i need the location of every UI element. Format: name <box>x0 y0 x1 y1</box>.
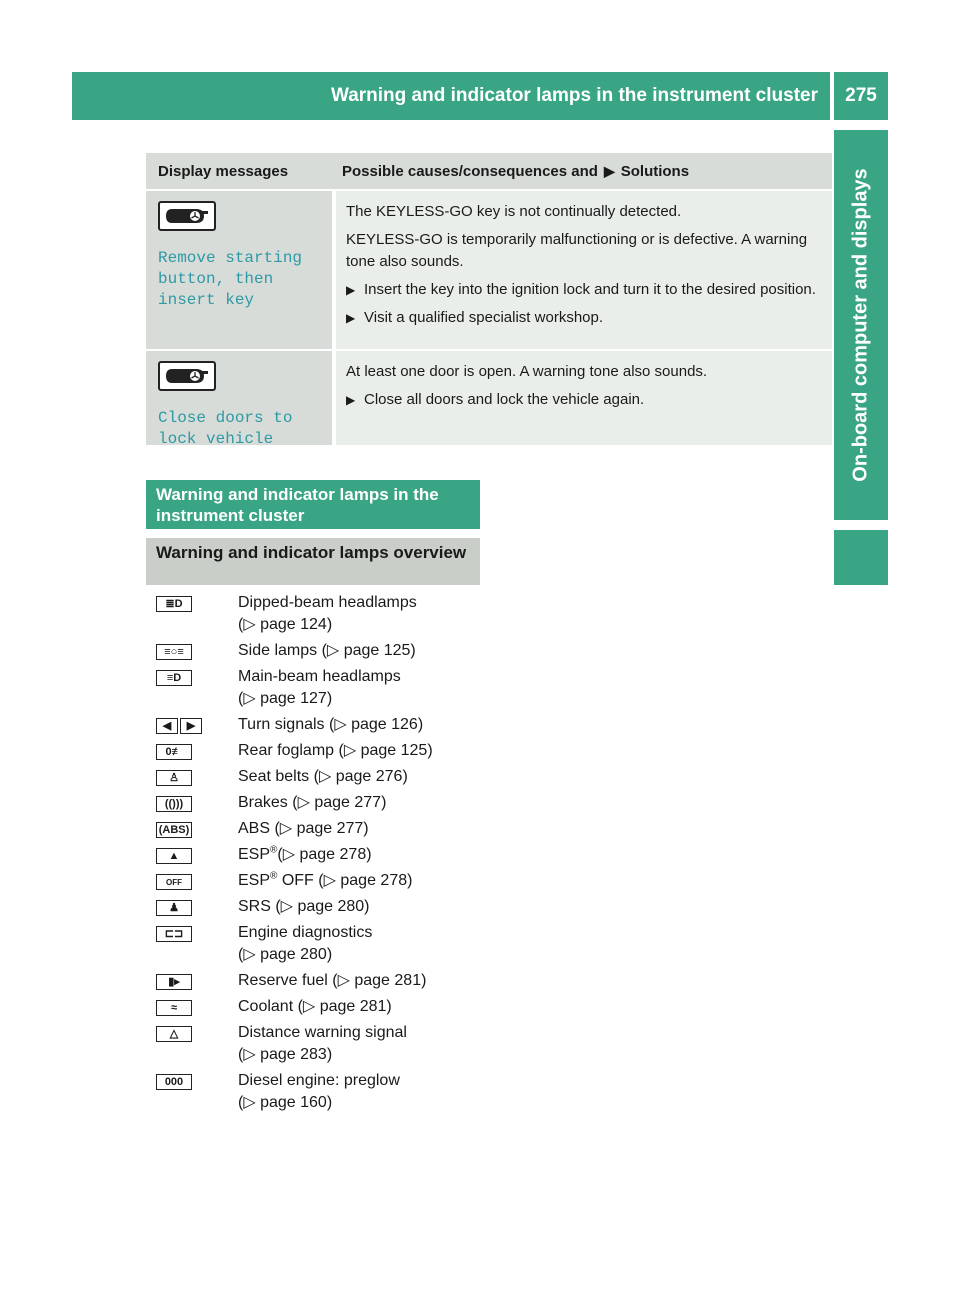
srs-icon: ♟ <box>156 900 192 916</box>
page-ref: page 124) <box>260 616 333 633</box>
page-ref-icon: ▷ <box>243 690 256 707</box>
list-item <box>146 870 480 892</box>
table-row <box>146 189 832 349</box>
seat-belt-icon: ♙ <box>156 770 192 786</box>
page-ref-icon: ▷ <box>243 1094 256 1111</box>
coolant-icon: ≈ <box>156 1000 192 1016</box>
play-arrow-icon: ▶ <box>603 162 615 179</box>
brakes-icon: (())) <box>156 796 192 812</box>
header-title: Warning and indicator lamps in the instrument cluster <box>330 85 818 106</box>
list-item <box>146 818 480 840</box>
page-ref: page 280) <box>297 898 370 915</box>
page-ref: page 276) <box>335 768 408 785</box>
message-cell <box>146 191 332 349</box>
display-message: Remove starting button, then insert key <box>158 249 303 309</box>
turn-signal-left-icon: ◀ <box>156 718 178 734</box>
page-ref: page 278) <box>340 872 413 889</box>
col-causes-label: Possible causes/consequences and <box>342 162 598 180</box>
cause-text: At least one door is open. A warning tone also sounds. <box>346 363 708 380</box>
list-item: 000 Diesel engine: preglow (▷ page 160) <box>146 1070 480 1114</box>
preglow-icon: 000 <box>156 1074 192 1090</box>
list-item <box>146 996 480 1018</box>
display-message: Close doors to lock vehicle <box>158 409 293 448</box>
cause-cell <box>336 351 832 445</box>
page-ref-icon: ▷ <box>243 946 256 963</box>
page-ref-icon: ▷ <box>326 642 340 659</box>
cause-text: KEYLESS-GO is temporarily malfunctioning or is defective. A warning tone also sounds. <box>346 231 808 270</box>
esp-off-icon: OFF <box>156 874 192 890</box>
step-text: Visit a qualified specialist workshop. <box>364 309 604 326</box>
chapter-tab <box>834 130 888 520</box>
section-heading: Warning and indicator lamps in the instrument cluster <box>146 480 480 529</box>
distance-warning-icon: △ <box>156 1026 192 1042</box>
table-row <box>146 349 832 448</box>
lamp-label: Reserve fuel ( <box>238 972 338 989</box>
page-ref: page 278) <box>299 846 372 863</box>
page-ref: page 277) <box>296 820 369 837</box>
page-ref-icon: ▷ <box>318 768 332 785</box>
display-messages-table <box>146 153 832 448</box>
lamp-label: Distance warning signal <box>238 1024 407 1041</box>
registered-mark: ® <box>270 844 278 856</box>
lamp-label-suffix: OFF ( <box>277 872 324 889</box>
page-ref: page 281) <box>354 972 427 989</box>
col-solutions-label: Solutions <box>620 162 690 180</box>
list-item: ⊏⊐ Engine diagnostics (▷ page 280) <box>146 922 480 966</box>
cause-text: The KEYLESS-GO key is not continually detected. <box>346 203 682 220</box>
lamp-label: Side lamps ( <box>238 642 327 659</box>
page-ref-icon: ▷ <box>334 716 347 733</box>
list-item <box>146 714 480 736</box>
table-header <box>146 153 832 189</box>
turn-signal-right-icon: ▶ <box>180 718 202 734</box>
page-ref: page 125) <box>343 642 416 659</box>
dipped-beam-icon: ≣D <box>156 596 192 612</box>
page-ref: page 281) <box>319 998 392 1015</box>
lamp-label: Coolant ( <box>238 998 303 1015</box>
col-display-messages: Display messages <box>158 162 289 180</box>
lamp-label: ABS ( <box>238 820 280 837</box>
main-beam-icon: ≡D <box>156 670 192 686</box>
message-cell <box>146 351 332 448</box>
lamp-label: Diesel engine: preglow <box>238 1072 400 1089</box>
lamp-label: ESP <box>238 846 271 863</box>
page-ref-icon: ▷ <box>279 820 293 837</box>
page-ref: page 283) <box>260 1046 333 1063</box>
list-item <box>146 792 480 814</box>
page-ref-icon: ▷ <box>337 972 350 989</box>
page-ref: page 126) <box>351 716 424 733</box>
esp-icon: ▲ <box>156 848 192 864</box>
lamp-label: Rear foglamp ( <box>238 742 344 759</box>
solution-step <box>346 389 822 411</box>
lamp-label: Turn signals ( <box>238 716 335 733</box>
list-item <box>146 640 480 662</box>
lamp-label: Seat belts ( <box>238 768 319 785</box>
page-ref-icon: ▷ <box>243 1046 256 1063</box>
list-item <box>146 970 480 992</box>
page-ref-icon: ▷ <box>297 794 310 811</box>
page-header <box>72 72 830 120</box>
lamp-label: SRS ( <box>238 898 281 915</box>
key-warning-icon <box>158 361 216 391</box>
col-causes <box>332 153 832 189</box>
list-item <box>146 740 480 762</box>
key-warning-icon <box>158 201 216 231</box>
abs-icon: (ABS) <box>156 822 192 838</box>
step-arrow-icon: ▶ <box>346 283 356 297</box>
step-arrow-icon: ▶ <box>346 393 356 407</box>
lamp-label: ESP <box>238 872 271 889</box>
lamp-list <box>146 592 480 1118</box>
page-ref: page 125) <box>360 742 433 759</box>
page-ref: page 280) <box>260 946 333 963</box>
page-ref: page 277) <box>314 794 387 811</box>
list-item: ≣D Dipped-beam headlamps (▷ page 124) <box>146 592 480 636</box>
page-ref-icon: ▷ <box>282 846 296 863</box>
solution-step <box>346 307 822 329</box>
list-item: △ Distance warning signal (▷ page 283) <box>146 1022 480 1066</box>
list-item: ≡D Main-beam headlamps (▷ page 127) <box>146 666 480 710</box>
lamp-label: Engine diagnostics <box>238 924 373 941</box>
side-lamps-icon: ≡○≡ <box>156 644 192 660</box>
list-item <box>146 896 480 918</box>
lamp-label: Main-beam headlamps <box>238 668 401 685</box>
page-ref-icon: ▷ <box>243 616 256 633</box>
list-item <box>146 766 480 788</box>
chapter-tab-label: On-board computer and displays <box>849 168 872 482</box>
registered-mark: ® <box>270 870 278 882</box>
page-ref: page 160) <box>260 1094 333 1111</box>
list-item: ▲ ESP®(▷ page 278) <box>146 844 480 866</box>
lamp-label: Brakes ( <box>238 794 298 811</box>
page-ref-icon: ▷ <box>343 742 357 759</box>
step-arrow-icon: ▶ <box>346 311 356 325</box>
page-ref-icon: ▷ <box>280 898 293 915</box>
step-text: Insert the key into the ignition lock and turn it to the desired position. <box>364 281 816 298</box>
page-ref: page 127) <box>260 690 333 707</box>
page-ref-icon: ▷ <box>323 872 336 889</box>
rear-foglamp-icon: 0≢ <box>156 744 192 760</box>
engine-diagnostics-icon: ⊏⊐ <box>156 926 192 942</box>
page-number: 275 <box>834 72 888 120</box>
cause-cell <box>336 191 832 349</box>
subsection-heading: Warning and indicator lamps overview <box>146 538 480 585</box>
reserve-fuel-icon: ▮▸ <box>156 974 192 990</box>
page-ref-icon: ▷ <box>302 998 316 1015</box>
solution-step <box>346 279 822 301</box>
chapter-tab-block <box>834 530 888 585</box>
lamp-label: Dipped-beam headlamps <box>238 594 417 611</box>
step-text: Close all doors and lock the vehicle again. <box>364 391 645 408</box>
